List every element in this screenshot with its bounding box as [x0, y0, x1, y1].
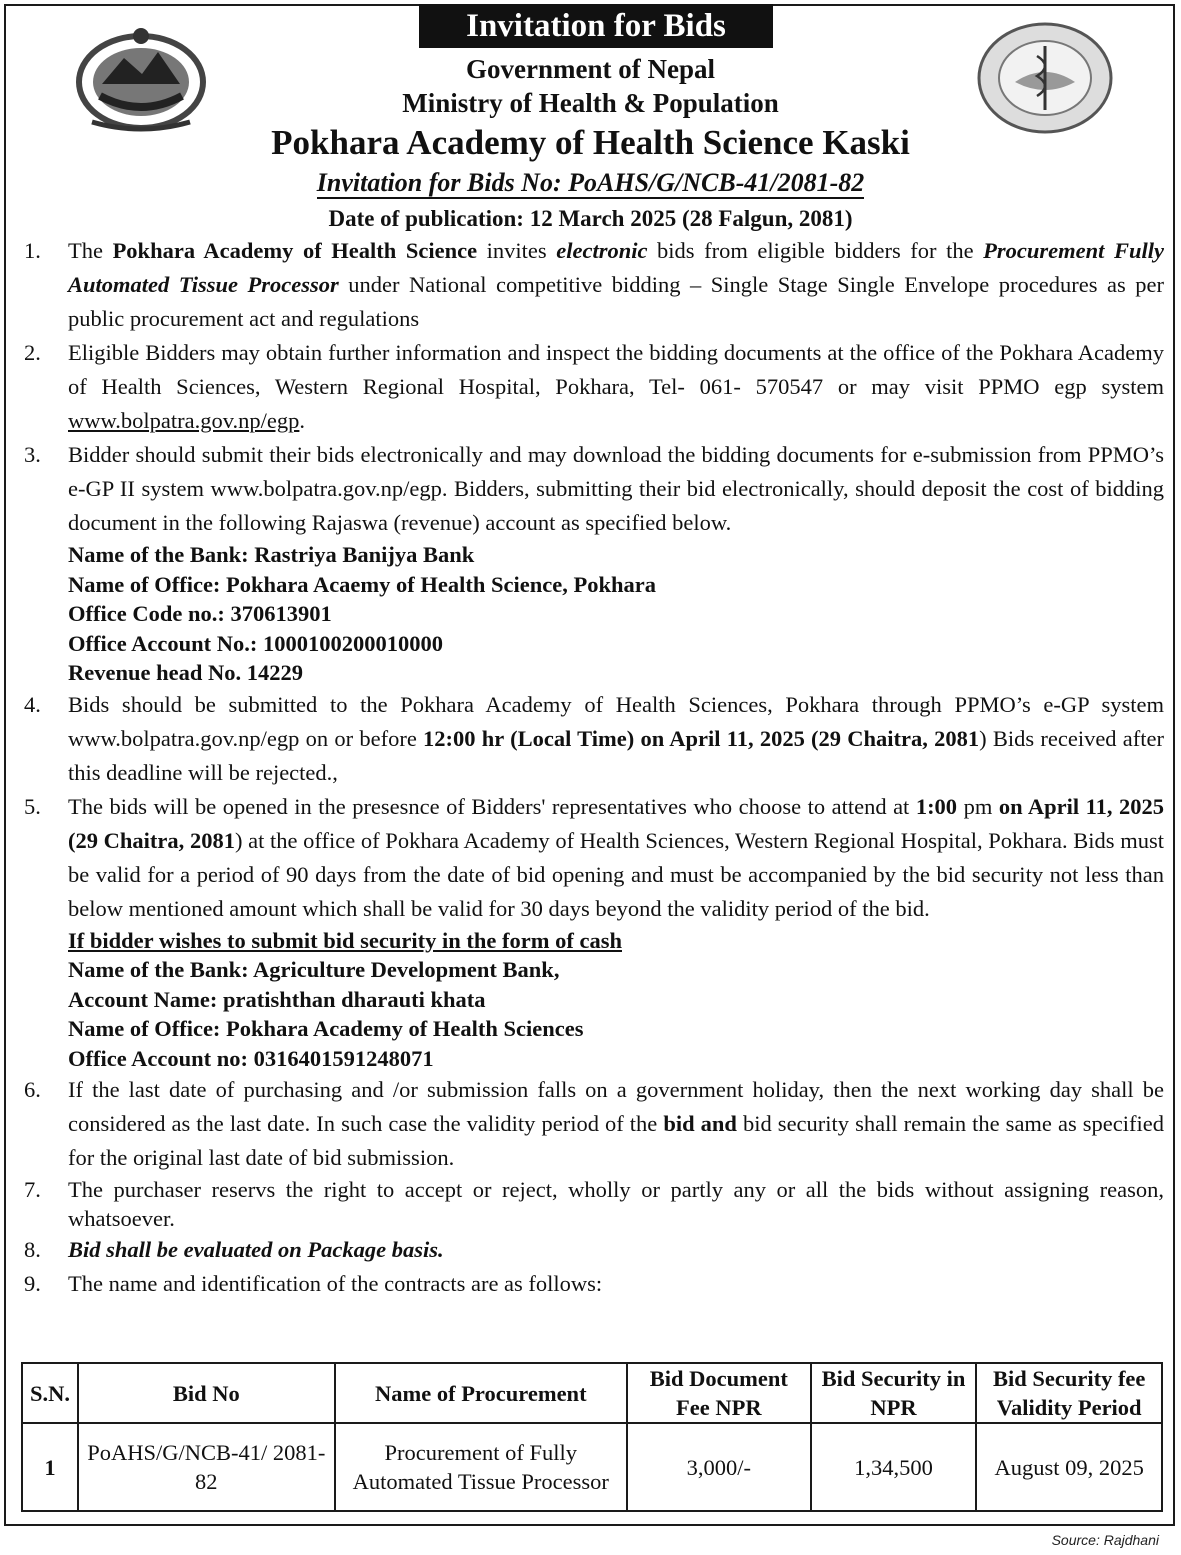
- list-item: 5. The bids will be opened in the presesnce of Bidders' representatives who choose to attend at 1:00 pm on April 11, 2025 (29 Chaitra, 2081) at the office of Pokhara Academy of Health Sciences, Western Regional Hospital, Pokhara. Bids must be valid for a period of 90 days from the date of bid opening and must be accompanied by the bid security not less than below mentioned amount which shall be valid for 30 days beyond the validity period of the bid.: [24, 793, 1164, 921]
- table-cell: August 09, 2025: [976, 1423, 1162, 1511]
- table-cell: PoAHS/G/NCB-41/ 2081-82: [78, 1423, 335, 1511]
- table-cell: 1,34,500: [811, 1423, 977, 1511]
- list-item: 4. Bids should be submitted to the Pokhara Academy of Health Sciences, Pokhara through PPMO’s e-GP system www.bolpatra.gov.np/egp on or before 12:00 hr (Local Time) on April 11, 2025 (29 Chaitra, 2081) Bids received after this deadline will be rejected.,: [24, 691, 1164, 785]
- revenue-account-details: Name of the Bank: Rastriya Banijya Bank Name of Office: Pokhara Acaemy of Health Science, Pokhara Office Code no.: 370613901 Office Account No.: 1000100200010000 Revenue head No. 14229: [68, 542, 656, 685]
- bid-security-account-details: If bidder wishes to submit bid security in the form of cash Name of the Bank: Agriculture Development Bank, Account Name: pratishthan dharauti khata Name of Office: Pokhara Academy of Health Sciences Office Account no: 0316401591248071: [68, 927, 622, 1071]
- publication-date: Date of publication: 12 March 2025 (28 Falgun, 2081): [328, 206, 853, 231]
- notice-body: [24, 234, 1164, 1301]
- list-item: 3. Bidder should submit their bids electronically and may download the bidding documents for e-submission from PPMO’s e-GP II system www.bolpatra.gov.np/egp. Bidders, submitting their bid electronically, should deposit the cost of bidding document in the following Rajaswa (revenue) account as specified below.: [24, 442, 1164, 535]
- contracts-table: [21, 1362, 1163, 1512]
- column-header: Bid No: [78, 1363, 335, 1423]
- list-item: 8. Bid shall be evaluated on Package basis.: [24, 1237, 444, 1262]
- bid-number-heading: Invitation for Bids No: PoAHS/G/NCB-41/2081-82: [316, 168, 865, 197]
- table-header-row: [22, 1363, 1162, 1423]
- ministry-heading: Ministry of Health & Population: [402, 88, 779, 118]
- academy-title: Pokhara Academy of Health Science Kaski: [271, 123, 910, 162]
- list-item: 9. The name and identification of the contracts are as follows:: [24, 1271, 603, 1296]
- government-heading: Government of Nepal: [466, 54, 715, 84]
- table-cell: Procurement of Fully Automated Tissue Processor: [335, 1423, 627, 1511]
- table-row: [22, 1423, 1162, 1511]
- list-item: 1. The Pokhara Academy of Health Science invites electronic bids from eligible bidders for the Procurement Fully Automated Tissue Processor under National competitive bidding – Single Stage Single Envelope procedures as per public procurement act and regulations: [24, 238, 1165, 331]
- source-credit: Source: Rajdhani: [1051, 1532, 1159, 1548]
- table-cell: 3,000/-: [627, 1423, 811, 1511]
- column-header: Name of Procurement: [335, 1363, 627, 1423]
- list-item: 7. The purchaser reservs the right to accept or reject, wholly or partly any or all the bids without assigning reason, whatsoever.: [24, 1177, 1164, 1231]
- column-header: S.N.: [22, 1363, 78, 1423]
- page-banner: Invitation for Bids: [419, 4, 773, 48]
- table-cell: 1: [22, 1423, 78, 1511]
- list-item: 2. Eligible Bidders may obtain further information and inspect the bidding documents at the office of the Pokhara Academy of Health Sciences, Western Regional Hospital, Pokhara, Tel- 061- 570547 or may visit PPMO egp system www.bolpatra.gov.np/egp.: [24, 340, 1164, 433]
- egp-link[interactable]: www.bolpatra.gov.np/egp: [68, 408, 300, 433]
- column-header: Bid Security fee Validity Period: [976, 1363, 1162, 1423]
- list-item: 6. If the last date of purchasing and /or submission falls on a government holiday, then the next working day shall be considered as the last date. In such case the validity period of the bid and bid security shall remain the same as specified for the original last date of bid submission.: [24, 1077, 1164, 1170]
- column-header: Bid Document Fee NPR: [627, 1363, 811, 1423]
- column-header: Bid Security in NPR: [811, 1363, 977, 1423]
